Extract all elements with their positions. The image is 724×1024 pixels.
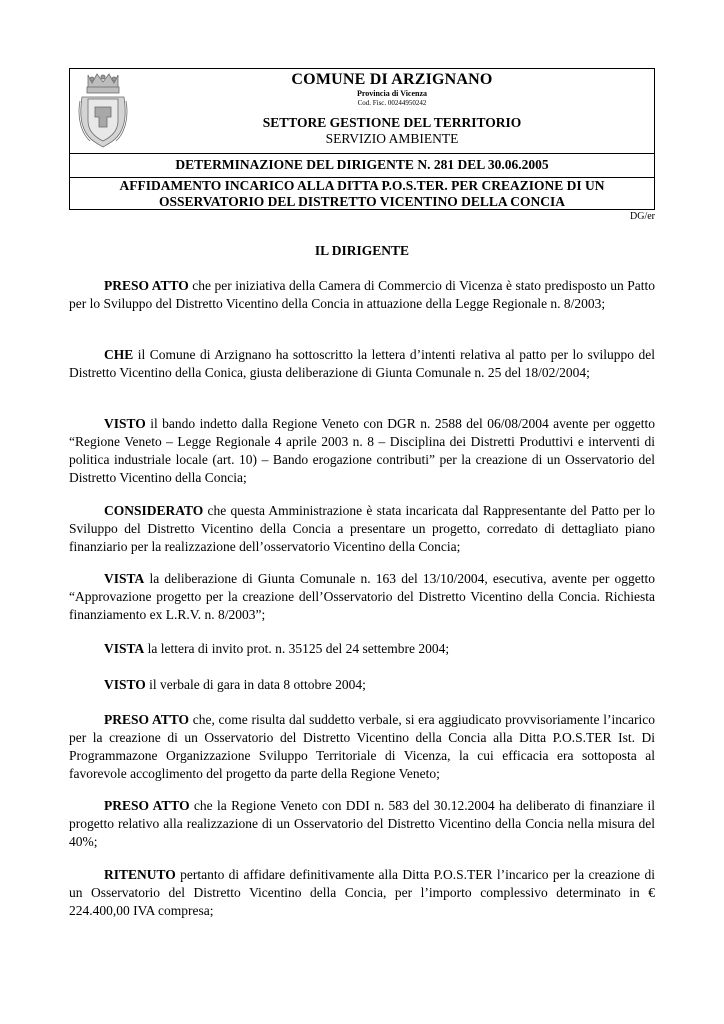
paragraph-ritenuto xyxy=(69,866,655,920)
paragraph-text: il verbale di gara in data 8 ottobre 2004; xyxy=(145,677,366,692)
document-header xyxy=(69,68,655,210)
service-name: SERVIZIO AMBIENTE xyxy=(325,131,459,146)
paragraph-lead: CHE xyxy=(104,347,134,362)
paragraph-text: che, come risulta dal suddetto verbale, si era aggiudicato provvisoriamente l’incarico per la creazione di un Osservatorio del Distretto Vicentino della Concia alla Ditta P.O.S.TER Ist. Di Programmazone Organizzazione Sviluppo Territoriale di Vicenza, la cui efficacia era sottoposta al favorevole accoglimento del progetto da parte della Regione Veneto; xyxy=(69,712,655,781)
paragraph-text: la deliberazione di Giunta Comunale n. 163 del 13/10/2004, esecutiva, avente per oggetto “Approvazione progetto per la creazione dell’Osservatorio del Distretto Vicentino della Concia. Richiesta finanziamento ex L.R.V. n. 8/2003”; xyxy=(69,571,655,622)
paragraph-text: la lettera di invito prot. n. 35125 del 24 settembre 2004; xyxy=(144,641,450,656)
reference-code: DG/er xyxy=(630,211,655,222)
header-top-section xyxy=(70,69,654,154)
coat-of-arms-icon xyxy=(78,71,128,149)
paragraph-preso-atto-1 xyxy=(69,277,655,313)
subject-line-1: AFFIDAMENTO INCARICO ALLA DITTA P.O.S.TER. PER CREAZIONE DI UN xyxy=(119,178,605,193)
paragraph-lead: PRESO ATTO xyxy=(104,798,190,813)
paragraph-lead: VISTO xyxy=(104,677,146,692)
paragraph-text: che la Regione Veneto con DDI n. 583 del 30.12.2004 ha deliberato di finanziare il progetto relativo alla realizzazione di un Osservatorio del Distretto Vicentino della Concia nella misura del 40%; xyxy=(69,798,655,849)
department-name: SETTORE GESTIONE DEL TERRITORIO xyxy=(262,115,522,130)
paragraph-lead: PRESO ATTO xyxy=(104,712,189,727)
fiscal-code: Cod. Fisc. 00244950242 xyxy=(357,99,427,107)
paragraph-lead: VISTA xyxy=(104,641,145,656)
paragraph-vista-2 xyxy=(69,640,655,658)
paragraph-lead: PRESO ATTO xyxy=(104,278,189,293)
paragraph-lead: RITENUTO xyxy=(104,867,176,882)
paragraph-text: che per iniziativa della Camera di Commercio di Vicenza è stato predisposto un Patto per lo Sviluppo del Distretto Vicentino della Concia in attuazione della Legge Regionale n. 8/2003; xyxy=(69,278,655,311)
document-subject xyxy=(70,178,654,210)
paragraph-text: pertanto di affidare definitivamente alla Ditta P.O.S.TER l’incarico per la creazione di un Osservatorio del Distretto Vicentino della Concia, per l’importo complessivo determinato in € 224.400,00 IVA compresa; xyxy=(69,867,655,918)
subject-line-2: OSSERVATORIO DEL DISTRETTO VICENTINO DELLA CONCIA xyxy=(158,194,566,209)
paragraph-visto-1 xyxy=(69,415,655,487)
paragraph-che xyxy=(69,346,655,382)
municipality-name: COMUNE DI ARZIGNANO xyxy=(291,71,493,88)
paragraph-text: il bando indetto dalla Regione Veneto con DGR n. 2588 del 06/08/2004 avente per oggetto “Regione Veneto – Legge Regionale 4 aprile 2003 n. 8 – Disciplina dei Distretti Produttivi e interventi di politica industriale locale (art. 10) – Bando erogazione contributi” per la creazione di un Osservatorio del Distretto Vicentino della Concia; xyxy=(69,416,655,485)
header-text-block xyxy=(130,69,654,147)
paragraph-lead: VISTA xyxy=(104,571,145,586)
paragraph-considerato xyxy=(69,502,655,556)
paragraph-preso-atto-2 xyxy=(69,711,655,783)
section-title: IL DIRIGENTE xyxy=(314,243,410,258)
paragraph-visto-2 xyxy=(69,676,655,694)
paragraph-text: il Comune di Arzignano ha sottoscritto la lettera d’intenti relativa al patto per lo sviluppo del Distretto Vicentino della Conica, giusta deliberazione di Giunta Comunale n. 25 del 18/02/2004; xyxy=(69,347,655,380)
paragraph-text: che questa Amministrazione è stata incaricata dal Rappresentante del Patto per lo Sviluppo del Distretto Vicentino della Concia a presentare un progetto, corredato di dettagliato piano finanziario per la realizzazione dell’osservatorio Vicentino della Concia; xyxy=(69,503,655,554)
paragraph-lead: VISTO xyxy=(104,416,146,431)
paragraph-preso-atto-3 xyxy=(69,797,655,851)
paragraph-lead: CONSIDERATO xyxy=(104,503,204,518)
province-name: Provincia di Vicenza xyxy=(356,89,428,98)
paragraph-vista-1 xyxy=(69,570,655,624)
determination-number: DETERMINAZIONE DEL DIRIGENTE N. 281 DEL 30.06.2005 xyxy=(70,154,654,178)
